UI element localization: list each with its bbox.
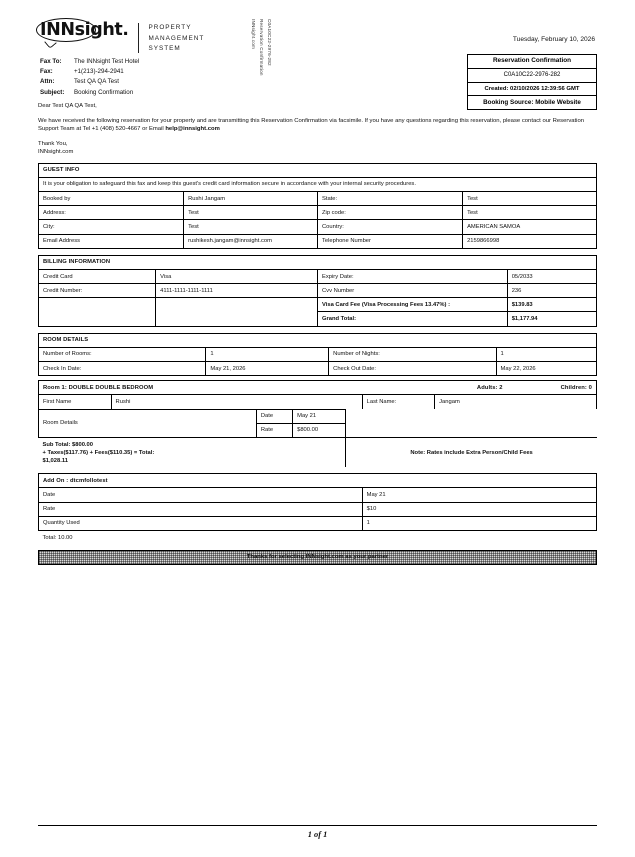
subtotal-line2: + Taxes($117.76) + Fees($110.35) = Total: bbox=[42, 449, 155, 456]
addon-quantity-label: Quantity Used bbox=[39, 516, 363, 530]
guest-info-title-text: GUEST INFO bbox=[43, 167, 80, 174]
room-details-header-row bbox=[39, 333, 597, 347]
first-name-label: First Name bbox=[39, 395, 112, 409]
table-row bbox=[39, 409, 598, 423]
rate-label: Rate bbox=[256, 423, 292, 437]
zipcode-label: Zip code: bbox=[317, 206, 462, 220]
intro-paragraph bbox=[38, 117, 597, 134]
addon-rate-value: $10 bbox=[362, 502, 596, 516]
billing-info-title bbox=[39, 255, 597, 269]
country-value: AMERICAN SAMOA bbox=[463, 220, 597, 234]
table-row bbox=[39, 191, 597, 205]
cvv-label: Cvv Number bbox=[317, 284, 507, 298]
room-details-cell-label: Room Details bbox=[39, 409, 257, 437]
fax-value: +1(213)-294-2941 bbox=[74, 68, 124, 76]
table-row bbox=[39, 284, 597, 298]
fax-to-row bbox=[40, 57, 139, 67]
vertical-mark-line3: C0A10C22-2976-282 bbox=[267, 19, 272, 66]
footer-divider bbox=[38, 825, 597, 826]
room-1-section bbox=[38, 380, 597, 409]
document-body bbox=[0, 163, 635, 565]
table-row bbox=[39, 234, 597, 248]
addon-total: Total: 10.00 bbox=[39, 530, 597, 544]
guest-info-notice: It is your obligation to safeguard this fax and keep this guest's credit card information secure in accordance with your internal security procedures. bbox=[39, 177, 597, 191]
address-label: Address: bbox=[39, 206, 184, 220]
room-rate-empty-cell bbox=[346, 409, 597, 437]
email-value: rushikesh.jangam@innsight.com bbox=[184, 234, 318, 248]
logo-tagline-line3: SYSTEM bbox=[148, 45, 181, 52]
vertical-mark-line2: Reservation Confirmation bbox=[259, 19, 264, 76]
credit-number-value: 4111-1111-1111-1111 bbox=[156, 284, 318, 298]
addon-rate-label: Rate bbox=[39, 502, 363, 516]
num-nights-label: Number of Nights: bbox=[329, 347, 496, 361]
zipcode-value: Test bbox=[463, 206, 597, 220]
room-details-title bbox=[39, 333, 597, 347]
thanks-banner-text: Thanks for selecting INNsight.com as your partner bbox=[246, 554, 389, 561]
confirmation-booking-source: Booking Source: Mobile Website bbox=[483, 98, 581, 106]
page-number: 1 of 1 bbox=[307, 830, 328, 839]
room-rate-grid bbox=[38, 409, 597, 468]
intro-paragraph-text: We have received the following reservation for your property and are transmitting this Reservation Confirmation via facsimile. If you have any questions regarding this reservation, please contact our Reservation Support Team at Tel +1 (408) 520-4667 or Email bbox=[38, 117, 585, 133]
room-details-title-text: ROOM DETAILS bbox=[43, 337, 89, 344]
expiry-date-label: Expiry Date: bbox=[317, 269, 507, 283]
billing-info-title-text: BILLING INFORMATION bbox=[43, 259, 111, 266]
city-label: City: bbox=[39, 220, 184, 234]
last-name-label: Last Name: bbox=[362, 395, 435, 409]
confirmation-title: Reservation Confirmation bbox=[468, 55, 596, 69]
checkin-label: Check In Date: bbox=[39, 362, 206, 376]
document-date: Tuesday, February 10, 2026 bbox=[512, 36, 595, 43]
subtotal-line3: $1,028.11 bbox=[42, 457, 68, 464]
credit-card-label: Credit Card bbox=[39, 269, 156, 283]
salutation: Dear Test QA QA Test, bbox=[38, 103, 97, 109]
closing-block bbox=[38, 140, 597, 157]
grand-total-label: Grand Total: bbox=[317, 312, 507, 326]
table-row bbox=[39, 220, 597, 234]
table-row bbox=[39, 298, 597, 312]
billing-blank-cell-mid bbox=[156, 298, 318, 326]
checkin-value: May 21, 2026 bbox=[206, 362, 329, 376]
logo-divider bbox=[138, 23, 139, 53]
fax-number-row bbox=[40, 67, 139, 77]
billing-info-header-row bbox=[39, 255, 597, 269]
subject-value: Booking Confirmation bbox=[74, 88, 134, 96]
closing-line1: Thank You, bbox=[38, 140, 68, 147]
table-row bbox=[39, 502, 597, 516]
booked-by-value: Rushi Jangam bbox=[184, 191, 318, 205]
country-label: Country: bbox=[317, 220, 462, 234]
num-rooms-label: Number of Rooms: bbox=[39, 347, 206, 361]
card-fee-label: Visa Card Fee (Visa Processing Fees 13.47%) : bbox=[317, 298, 507, 312]
vertical-mark-line1: INNsight.com bbox=[251, 19, 256, 49]
subject-label: Subject: bbox=[40, 88, 65, 96]
attn-value: Test QA QA Test bbox=[74, 78, 119, 86]
fax-label: Fax: bbox=[40, 68, 53, 76]
room-1-adults: Adults: 2 bbox=[476, 384, 503, 391]
innsight-logo bbox=[40, 22, 204, 55]
card-fee-value: $139.83 bbox=[507, 298, 596, 312]
checkout-value: May 22, 2026 bbox=[496, 362, 596, 376]
city-value: Test bbox=[184, 220, 318, 234]
addon-quantity-value: 1 bbox=[362, 516, 596, 530]
telephone-value: 2159866998 bbox=[463, 234, 597, 248]
add-ons-title-text: Add On : dtcmfollotest bbox=[43, 477, 108, 484]
email-label: Email Address bbox=[39, 234, 184, 248]
table-row bbox=[39, 362, 597, 376]
fax-to-label: Fax To: bbox=[40, 58, 62, 65]
logo-tagline bbox=[148, 22, 204, 55]
intro-block bbox=[0, 102, 635, 157]
room-details-section bbox=[38, 333, 597, 377]
page-footer bbox=[38, 825, 597, 839]
subject-row bbox=[40, 88, 139, 98]
credit-card-value: Visa bbox=[156, 269, 318, 283]
table-row bbox=[39, 530, 597, 544]
telephone-label: Telephone Number bbox=[317, 234, 462, 248]
guest-info-title bbox=[39, 163, 597, 177]
rate-value: $800.00 bbox=[293, 423, 346, 437]
billing-info-section bbox=[38, 255, 597, 327]
rates-note: Note: Rates include Extra Person/Child Fees bbox=[346, 437, 597, 467]
logo-tagline-line2: MANAGEMENT bbox=[148, 34, 205, 42]
room-1-children: Children: 0 bbox=[560, 384, 592, 391]
cvv-value: 236 bbox=[507, 284, 596, 298]
reservation-confirmation-box bbox=[467, 54, 597, 110]
addon-date-value: May 21 bbox=[362, 488, 596, 502]
logo-oval-shape bbox=[36, 18, 96, 42]
thanks-banner bbox=[38, 550, 597, 565]
vertical-watermark-text bbox=[248, 17, 292, 76]
state-label: State: bbox=[317, 191, 462, 205]
logo-dot: . bbox=[122, 20, 129, 40]
table-row bbox=[39, 269, 597, 283]
table-row bbox=[39, 488, 597, 502]
fax-to-value: The INNsight Test Hotel bbox=[74, 58, 140, 65]
num-nights-value: 1 bbox=[496, 347, 596, 361]
credit-number-label: Credit Number: bbox=[39, 284, 156, 298]
attn-row bbox=[40, 77, 139, 87]
rate-date-label: Date bbox=[256, 409, 292, 423]
addon-date-label: Date bbox=[39, 488, 363, 502]
guest-info-notice-row bbox=[39, 177, 597, 191]
support-email: help@innsight.com bbox=[165, 126, 220, 133]
state-value: Test bbox=[463, 191, 597, 205]
add-ons-section bbox=[38, 473, 597, 544]
logo-tagline-line1: PROPERTY bbox=[148, 24, 192, 31]
table-row bbox=[39, 516, 597, 530]
guest-info-section bbox=[38, 163, 597, 249]
room-1-band-row bbox=[39, 381, 597, 395]
fax-header-lines bbox=[40, 57, 139, 98]
logo-brand-text: INNsight bbox=[40, 20, 123, 40]
logo-wordmark bbox=[40, 22, 128, 40]
table-row bbox=[39, 206, 597, 220]
checkout-label: Check Out Date: bbox=[329, 362, 496, 376]
expiry-date-value: 05/2033 bbox=[507, 269, 596, 283]
booked-by-label: Booked by bbox=[39, 191, 184, 205]
room-1-title: Room 1: DOUBLE DOUBLE BEDROOM bbox=[43, 384, 154, 391]
num-rooms-value: 1 bbox=[206, 347, 329, 361]
billing-blank-cell-left bbox=[39, 298, 156, 326]
grand-total-value: $1,177.94 bbox=[507, 312, 596, 326]
subtotal-line1: Sub Total: $800.00 bbox=[42, 441, 93, 448]
table-row bbox=[39, 395, 597, 409]
last-name-value: Jangam bbox=[435, 395, 597, 409]
table-row bbox=[39, 437, 598, 467]
subtotal-cell bbox=[39, 437, 346, 467]
first-name-value: Rushi bbox=[111, 395, 362, 409]
closing-line2: INNsight.com bbox=[38, 149, 74, 156]
rate-date-value: May 21 bbox=[293, 409, 346, 423]
address-value: Test bbox=[184, 206, 318, 220]
attn-label: Attn: bbox=[40, 78, 55, 86]
add-ons-header-row bbox=[39, 474, 597, 488]
room-1-band bbox=[39, 381, 597, 395]
table-row bbox=[39, 347, 597, 361]
add-ons-title bbox=[39, 474, 597, 488]
guest-info-header-row bbox=[39, 163, 597, 177]
confirmation-number: C0A10C22-2976-282 bbox=[468, 69, 596, 83]
confirmation-created: Created: 02/10/2026 12:39:56 GMT bbox=[468, 83, 596, 97]
